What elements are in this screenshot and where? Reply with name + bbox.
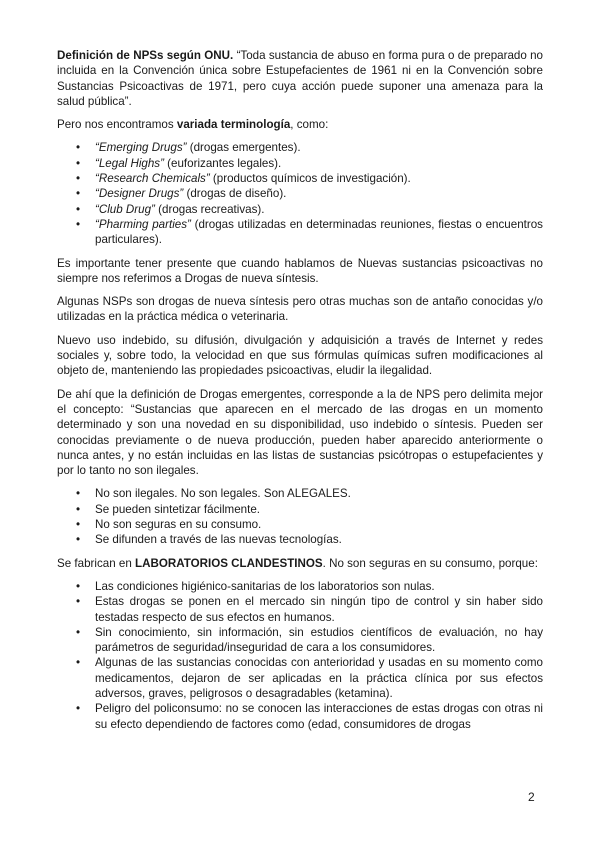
paragraph-definition	[57, 48, 543, 109]
bullet-icon: •	[76, 625, 81, 639]
paragraph-emerging-drugs: De ahí que la definición de Drogas emergentes, corresponde a la de NPS pero delimita mejor el concepto: “Sustancias que aparecen en el mercado de las drogas en un momento determinado y son una novedad en su disponibilidad, uso indebido o síntesis. Pueden ser conocidas previamente o de nueva producción, pueden haber aparecido anteriormente o nunca antes, y no están incluidas en las listas de sustancias psicótropas o estupefacientes y por lo tanto no son ilegales.	[57, 387, 543, 478]
list-item-text: No son ilegales. No son legales. Son ALEGALES.	[95, 487, 351, 501]
term: “Pharming parties”	[95, 217, 191, 231]
bullet-icon: •	[76, 172, 81, 186]
laboratories-intro: Se fabrican en	[57, 556, 135, 570]
bullet-icon: •	[76, 217, 81, 231]
page-number: 2	[528, 790, 535, 804]
laboratories-emphasis: LABORATORIOS CLANDESTINOS	[135, 556, 323, 570]
definition-text: “Toda sustancia de abuso en forma pura o de preparado no incluida en la Convención única sobre Estupefacientes de 1961 ni en la Convención sobre Sustancias Psicoactivas de 1971, pero cuya acción puede suponer una amenaza para la salud pública”.	[57, 49, 543, 108]
term: “Emerging Drugs”	[95, 141, 187, 155]
list-item	[57, 486, 543, 501]
list-item	[57, 532, 543, 547]
bullet-icon: •	[76, 487, 81, 501]
term: “Club Drug”	[95, 202, 155, 216]
list-item-text: Estas drogas se ponen en el mercado sin ningún tipo de control y sin haber sido testadas respecto de sus efectos en humanos.	[95, 595, 543, 624]
paragraph-new-use: Nuevo uso indebido, su difusión, divulgación y adquisición a través de Internet y redes sociales y, sobre todo, la velocidad en que sus fórmulas químicas sufren modificaciones al objeto de, manteniendo las propiedades psicoactivas, eludir la ilegalidad.	[57, 333, 543, 378]
bullet-icon: •	[76, 141, 81, 155]
list-item	[57, 186, 543, 201]
term: “Legal Highs”	[95, 156, 164, 170]
term: “Designer Drugs”	[95, 187, 184, 201]
term-description: (drogas emergentes).	[186, 141, 301, 155]
list-item-text: Se difunden a través de las nuevas tecnologías.	[95, 533, 342, 547]
list-item-text: Sin conocimiento, sin información, sin estudios científicos de evaluación, no hay parámetros de seguridad/inseguridad de cara a los consumidores.	[95, 625, 543, 655]
term-description: (drogas utilizadas en determinadas reuniones, fiestas o encuentros particulares).	[95, 217, 543, 247]
laboratories-end: . No son seguras en su consumo, porque:	[322, 556, 538, 570]
term-description: (drogas de diseño).	[183, 187, 287, 201]
list-item-text: Peligro del policonsumo: no se conocen las interacciones de estas drogas con otras ni su efecto dependiendo de factores como (edad, consumidores de drogas	[95, 702, 543, 731]
paragraph-terminology-intro	[57, 117, 543, 132]
bullet-icon: •	[76, 187, 81, 201]
terminology-intro-text: Pero nos encontramos	[57, 118, 177, 132]
list-item-text: Se pueden sintetizar fácilmente.	[95, 502, 260, 516]
list-item-text: Algunas de las sustancias conocidas con anterioridad y usadas en su momento como medicamentos, dejaron de ser aplicadas en la práctica clínica por sus efectos adversos, graves, peligrosos o desagradables (ketamina).	[95, 656, 543, 700]
terminology-list	[57, 140, 543, 247]
bullet-icon: •	[76, 579, 81, 593]
bullet-icon: •	[76, 533, 81, 547]
page-body	[57, 48, 543, 740]
list-item	[57, 579, 543, 594]
terminology-emphasis: variada terminología	[176, 118, 291, 132]
bullet-icon: •	[76, 702, 81, 716]
term-description: (euforizantes legales).	[163, 156, 282, 170]
list-item-text: No son seguras en su consumo.	[95, 518, 262, 532]
list-item	[57, 140, 543, 155]
paragraph-nsp-origin: Algunas NSPs son drogas de nueva síntesis pero otras muchas son de antaño conocidas y/o utilizadas en la práctica médica o veterinaria.	[57, 295, 543, 324]
list-item	[57, 502, 543, 517]
term-description: (drogas recreativas).	[154, 202, 265, 216]
list-item	[57, 594, 543, 625]
list-item	[57, 655, 543, 701]
list-item	[57, 517, 543, 532]
list-item	[57, 202, 543, 217]
list-item-text: Las condiciones higiénico-sanitarias de los laboratorios son nulas.	[95, 579, 435, 593]
bullet-icon: •	[76, 502, 81, 516]
list-item	[57, 156, 543, 171]
paragraph-nsp-note: Es importante tener presente que cuando hablamos de Nuevas sustancias psicoactivas no siempre nos referimos a Drogas de nueva síntesis.	[57, 256, 543, 285]
list-item	[57, 625, 543, 656]
bullet-icon: •	[76, 156, 81, 170]
list-item	[57, 217, 543, 248]
term-description: (productos químicos de investigación).	[209, 172, 411, 186]
bullet-icon: •	[76, 595, 81, 609]
term: “Research Chemicals”	[95, 172, 210, 186]
paragraph-laboratories	[57, 556, 543, 571]
list-item	[57, 701, 543, 732]
terminology-intro-end: , como:	[290, 118, 329, 132]
bullet-icon: •	[76, 202, 81, 216]
characteristics-list	[57, 486, 543, 547]
bullet-icon: •	[76, 518, 81, 532]
definition-heading: Definición de NPSs según ONU.	[57, 49, 234, 62]
list-item	[57, 171, 543, 186]
bullet-icon: •	[76, 656, 81, 670]
reasons-list	[57, 579, 543, 732]
